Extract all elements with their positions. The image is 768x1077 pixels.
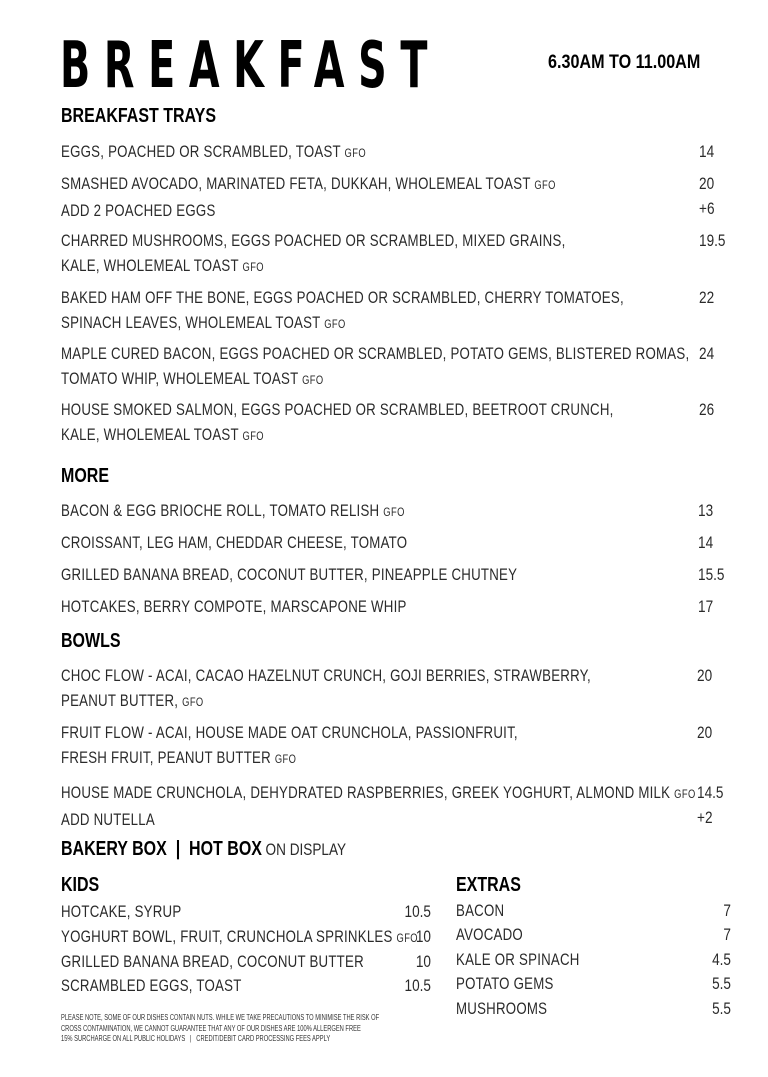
item-text: SCRAMBLED EGGS, TOAST	[61, 976, 242, 995]
addon-price: +2	[697, 808, 713, 827]
bakery-suffix: ON DISPLAY	[265, 840, 347, 859]
menu-item	[61, 139, 366, 166]
extras-item: BACON	[456, 901, 505, 920]
gfo-tag: GFO	[344, 146, 366, 160]
extras-item: KALE OR SPINACH	[456, 950, 580, 969]
gfo-tag: GFO	[182, 695, 204, 709]
menu-item	[61, 720, 518, 772]
menu-item	[61, 663, 591, 715]
item-text: TOMATO WHIP, WHOLEMEAL TOAST	[61, 369, 299, 388]
menu-item	[61, 228, 566, 280]
item-price: 10.5	[404, 902, 431, 921]
item-text: KALE, WHOLEMEAL TOAST	[61, 256, 239, 275]
item-text: HOUSE MADE CRUNCHOLA, DEHYDRATED RASPBERRIES, GREEK YOGHURT, ALMOND MILK	[61, 783, 671, 802]
menu-item	[61, 285, 624, 337]
menu-title: BREAKFAST	[60, 29, 442, 103]
item-price: 14.5	[697, 783, 724, 802]
note-line: 15% SURCHARGE ON ALL PUBLIC HOLIDAYS | CREDIT/DEBIT CARD PROCESSING FEES APPLY	[61, 1034, 331, 1043]
item-text: CHOC FLOW - ACAI, CACAO HAZELNUT CRUNCH, GOJI BERRIES, STRAWBERRY,	[61, 666, 591, 685]
item-addon: ADD NUTELLA	[61, 810, 155, 829]
kids-item	[61, 900, 181, 925]
gfo-tag: GFO	[274, 752, 297, 766]
item-price: 17	[698, 597, 714, 616]
section-heading-extras: EXTRAS	[456, 874, 521, 896]
item-text: KALE, WHOLEMEAL TOAST	[61, 425, 239, 444]
section-heading-breakfast-trays: BREAKFAST TRAYS	[61, 105, 216, 127]
item-price: 20	[697, 723, 713, 742]
item-addon: ADD 2 POACHED EGGS	[61, 201, 216, 220]
section-heading-bowls: BOWLS	[61, 630, 121, 652]
addon-price: +6	[699, 199, 715, 218]
item-text: CROISSANT, LEG HAM, CHEDDAR CHEESE, TOMATO	[61, 533, 408, 552]
gfo-tag: GFO	[674, 787, 696, 801]
extras-item: POTATO GEMS	[456, 974, 554, 993]
item-price: 20	[697, 666, 713, 685]
gfo-tag: GFO	[302, 373, 324, 387]
item-text: SMASHED AVOCADO, MARINATED FETA, DUKKAH, WHOLEMEAL TOAST	[61, 174, 531, 193]
item-price: 22	[699, 288, 715, 307]
item-price: 7	[723, 925, 731, 944]
item-price: 15.5	[698, 565, 725, 584]
service-hours: 6.30AM TO 11.00AM	[548, 52, 701, 73]
kids-item	[61, 950, 364, 975]
menu-item	[61, 780, 696, 832]
item-price: 7	[723, 901, 731, 920]
extras-item: AVOCADO	[456, 925, 523, 944]
item-text: FRUIT FLOW - ACAI, HOUSE MADE OAT CRUNCHOLA, PASSIONFRUIT,	[61, 723, 518, 742]
menu-item	[61, 397, 614, 449]
item-text: HOTCAKE, SYRUP	[61, 902, 182, 921]
item-price: 14	[698, 533, 714, 552]
bakery-hotbox-line	[61, 838, 346, 861]
item-text: HOUSE SMOKED SALMON, EGGS POACHED OR SCRAMBLED, BEETROOT CRUNCH,	[61, 400, 614, 419]
section-heading-kids: KIDS	[61, 874, 100, 896]
item-price: 13	[698, 501, 714, 520]
item-text: FRESH FRUIT, PEANUT BUTTER	[61, 748, 271, 767]
item-price: 10	[415, 927, 431, 946]
extras-item: MUSHROOMS	[456, 999, 548, 1018]
menu-item	[61, 530, 407, 555]
gfo-tag: GFO	[396, 931, 418, 945]
item-price: 5.5	[712, 974, 731, 993]
item-text: CHARRED MUSHROOMS, EGGS POACHED OR SCRAMBLED, MIXED GRAINS,	[61, 231, 566, 250]
allergen-note	[61, 1013, 379, 1045]
gfo-tag: GFO	[383, 505, 405, 519]
item-price: 14	[699, 142, 715, 161]
menu-item	[61, 562, 517, 587]
item-price: 10.5	[404, 976, 431, 995]
bakery-label: BAKERY BOX | HOT BOX	[61, 838, 262, 860]
item-text: PEANUT BUTTER,	[61, 691, 179, 710]
gfo-tag: GFO	[534, 178, 556, 192]
gfo-tag: GFO	[242, 429, 264, 443]
menu-item	[61, 594, 407, 619]
item-price: 26	[699, 400, 715, 419]
menu-item	[61, 498, 405, 525]
section-heading-more: MORE	[61, 465, 109, 487]
gfo-tag: GFO	[242, 260, 264, 274]
item-price: 19.5	[699, 231, 726, 250]
item-price: 4.5	[712, 950, 731, 969]
item-price: 20	[699, 174, 715, 193]
item-price: 5.5	[712, 999, 731, 1018]
item-text: HOTCAKES, BERRY COMPOTE, MARSCAPONE WHIP	[61, 597, 407, 616]
item-text: EGGS, POACHED OR SCRAMBLED, TOAST	[61, 142, 341, 161]
item-text: MAPLE CURED BACON, EGGS POACHED OR SCRAMBLED, POTATO GEMS, BLISTERED ROMAS,	[61, 344, 690, 363]
item-price: 24	[699, 344, 715, 363]
kids-item	[61, 974, 242, 999]
note-line: CROSS CONTAMINATION, WE CANNOT GUARANTEE THAT ANY OF OUR DISHES ARE 100% ALLERGEN FREE	[61, 1023, 361, 1033]
kids-item	[61, 925, 418, 951]
item-price: 10	[415, 952, 431, 971]
item-text: SPINACH LEAVES, WHOLEMEAL TOAST	[61, 313, 321, 332]
item-text: BAKED HAM OFF THE BONE, EGGS POACHED OR SCRAMBLED, CHERRY TOMATOES,	[61, 288, 624, 307]
note-line: PLEASE NOTE, SOME OF OUR DISHES CONTAIN NUTS. WHILE WE TAKE PRECAUTIONS TO MINIMISE THE RISK OF	[61, 1013, 380, 1022]
menu-item	[61, 171, 556, 223]
menu-item	[61, 341, 689, 393]
item-text: BACON & EGG BRIOCHE ROLL, TOMATO RELISH	[61, 501, 380, 520]
item-text: GRILLED BANANA BREAD, COCONUT BUTTER, PINEAPPLE CHUTNEY	[61, 565, 518, 584]
gfo-tag: GFO	[324, 317, 346, 331]
item-text: GRILLED BANANA BREAD, COCONUT BUTTER	[61, 952, 364, 971]
item-text: YOGHURT BOWL, FRUIT, CRUNCHOLA SPRINKLES	[61, 927, 393, 946]
